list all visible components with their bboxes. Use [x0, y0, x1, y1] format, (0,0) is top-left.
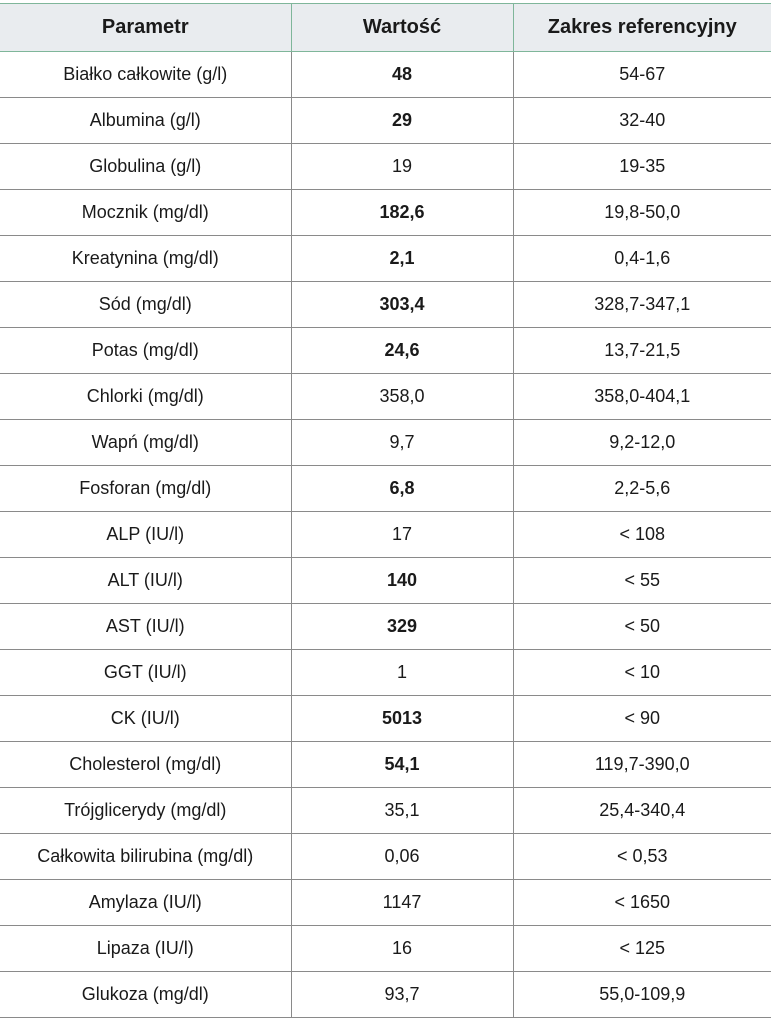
table-row: [0, 374, 771, 420]
param-cell: Albumina (g/l): [0, 98, 291, 144]
table-row: [0, 98, 771, 144]
param-cell: ALT (IU/l): [0, 558, 291, 604]
header-parametr: Parametr: [0, 4, 291, 52]
table-row: [0, 742, 771, 788]
param-cell: CK (IU/l): [0, 696, 291, 742]
table-row: [0, 558, 771, 604]
value-cell: 358,0: [291, 374, 513, 420]
param-cell: Trójglicerydy (mg/dl): [0, 788, 291, 834]
param-cell: Kreatynina (mg/dl): [0, 236, 291, 282]
range-cell: < 10: [513, 650, 771, 696]
table-row: [0, 144, 771, 190]
table-body: [0, 52, 771, 1018]
param-cell: Białko całkowite (g/l): [0, 52, 291, 98]
value-cell: 5013: [291, 696, 513, 742]
range-cell: < 50: [513, 604, 771, 650]
table-row: [0, 788, 771, 834]
range-cell: < 0,53: [513, 834, 771, 880]
range-cell: 2,2-5,6: [513, 466, 771, 512]
param-cell: Cholesterol (mg/dl): [0, 742, 291, 788]
param-cell: Sód (mg/dl): [0, 282, 291, 328]
range-cell: < 90: [513, 696, 771, 742]
value-cell: 303,4: [291, 282, 513, 328]
value-cell: 182,6: [291, 190, 513, 236]
value-cell: 1147: [291, 880, 513, 926]
param-cell: Wapń (mg/dl): [0, 420, 291, 466]
value-cell: 9,7: [291, 420, 513, 466]
table-row: [0, 420, 771, 466]
param-cell: Globulina (g/l): [0, 144, 291, 190]
range-cell: 9,2-12,0: [513, 420, 771, 466]
table-row: [0, 604, 771, 650]
param-cell: Amylaza (IU/l): [0, 880, 291, 926]
value-cell: 17: [291, 512, 513, 558]
range-cell: 55,0-109,9: [513, 972, 771, 1018]
param-cell: Całkowita bilirubina (mg/dl): [0, 834, 291, 880]
table-row: [0, 52, 771, 98]
table-row: [0, 328, 771, 374]
table-row: [0, 696, 771, 742]
value-cell: 24,6: [291, 328, 513, 374]
table-row: [0, 972, 771, 1018]
param-cell: Chlorki (mg/dl): [0, 374, 291, 420]
value-cell: 2,1: [291, 236, 513, 282]
param-cell: Potas (mg/dl): [0, 328, 291, 374]
value-cell: 16: [291, 926, 513, 972]
range-cell: < 55: [513, 558, 771, 604]
value-cell: 0,06: [291, 834, 513, 880]
range-cell: < 108: [513, 512, 771, 558]
table-row: [0, 880, 771, 926]
header-zakres: Zakres referencyjny: [513, 4, 771, 52]
table-header: [0, 4, 771, 52]
param-cell: ALP (IU/l): [0, 512, 291, 558]
param-cell: AST (IU/l): [0, 604, 291, 650]
value-cell: 1: [291, 650, 513, 696]
param-cell: GGT (IU/l): [0, 650, 291, 696]
value-cell: 54,1: [291, 742, 513, 788]
range-cell: 13,7-21,5: [513, 328, 771, 374]
table-row: [0, 282, 771, 328]
value-cell: 329: [291, 604, 513, 650]
param-cell: Lipaza (IU/l): [0, 926, 291, 972]
value-cell: 48: [291, 52, 513, 98]
range-cell: < 1650: [513, 880, 771, 926]
range-cell: 119,7-390,0: [513, 742, 771, 788]
table-row: [0, 650, 771, 696]
value-cell: 19: [291, 144, 513, 190]
param-cell: Glukoza (mg/dl): [0, 972, 291, 1018]
range-cell: 25,4-340,4: [513, 788, 771, 834]
table-row: [0, 466, 771, 512]
range-cell: 19,8-50,0: [513, 190, 771, 236]
header-row: [0, 4, 771, 52]
value-cell: 6,8: [291, 466, 513, 512]
range-cell: < 125: [513, 926, 771, 972]
range-cell: 358,0-404,1: [513, 374, 771, 420]
table-row: [0, 236, 771, 282]
table-row: [0, 926, 771, 972]
range-cell: 19-35: [513, 144, 771, 190]
value-cell: 93,7: [291, 972, 513, 1018]
value-cell: 140: [291, 558, 513, 604]
value-cell: 35,1: [291, 788, 513, 834]
range-cell: 32-40: [513, 98, 771, 144]
table-row: [0, 834, 771, 880]
param-cell: Mocznik (mg/dl): [0, 190, 291, 236]
table-row: [0, 512, 771, 558]
param-cell: Fosforan (mg/dl): [0, 466, 291, 512]
header-wartosc: Wartość: [291, 4, 513, 52]
table-row: [0, 190, 771, 236]
range-cell: 328,7-347,1: [513, 282, 771, 328]
range-cell: 0,4-1,6: [513, 236, 771, 282]
lab-results-table: [0, 3, 771, 1018]
value-cell: 29: [291, 98, 513, 144]
range-cell: 54-67: [513, 52, 771, 98]
